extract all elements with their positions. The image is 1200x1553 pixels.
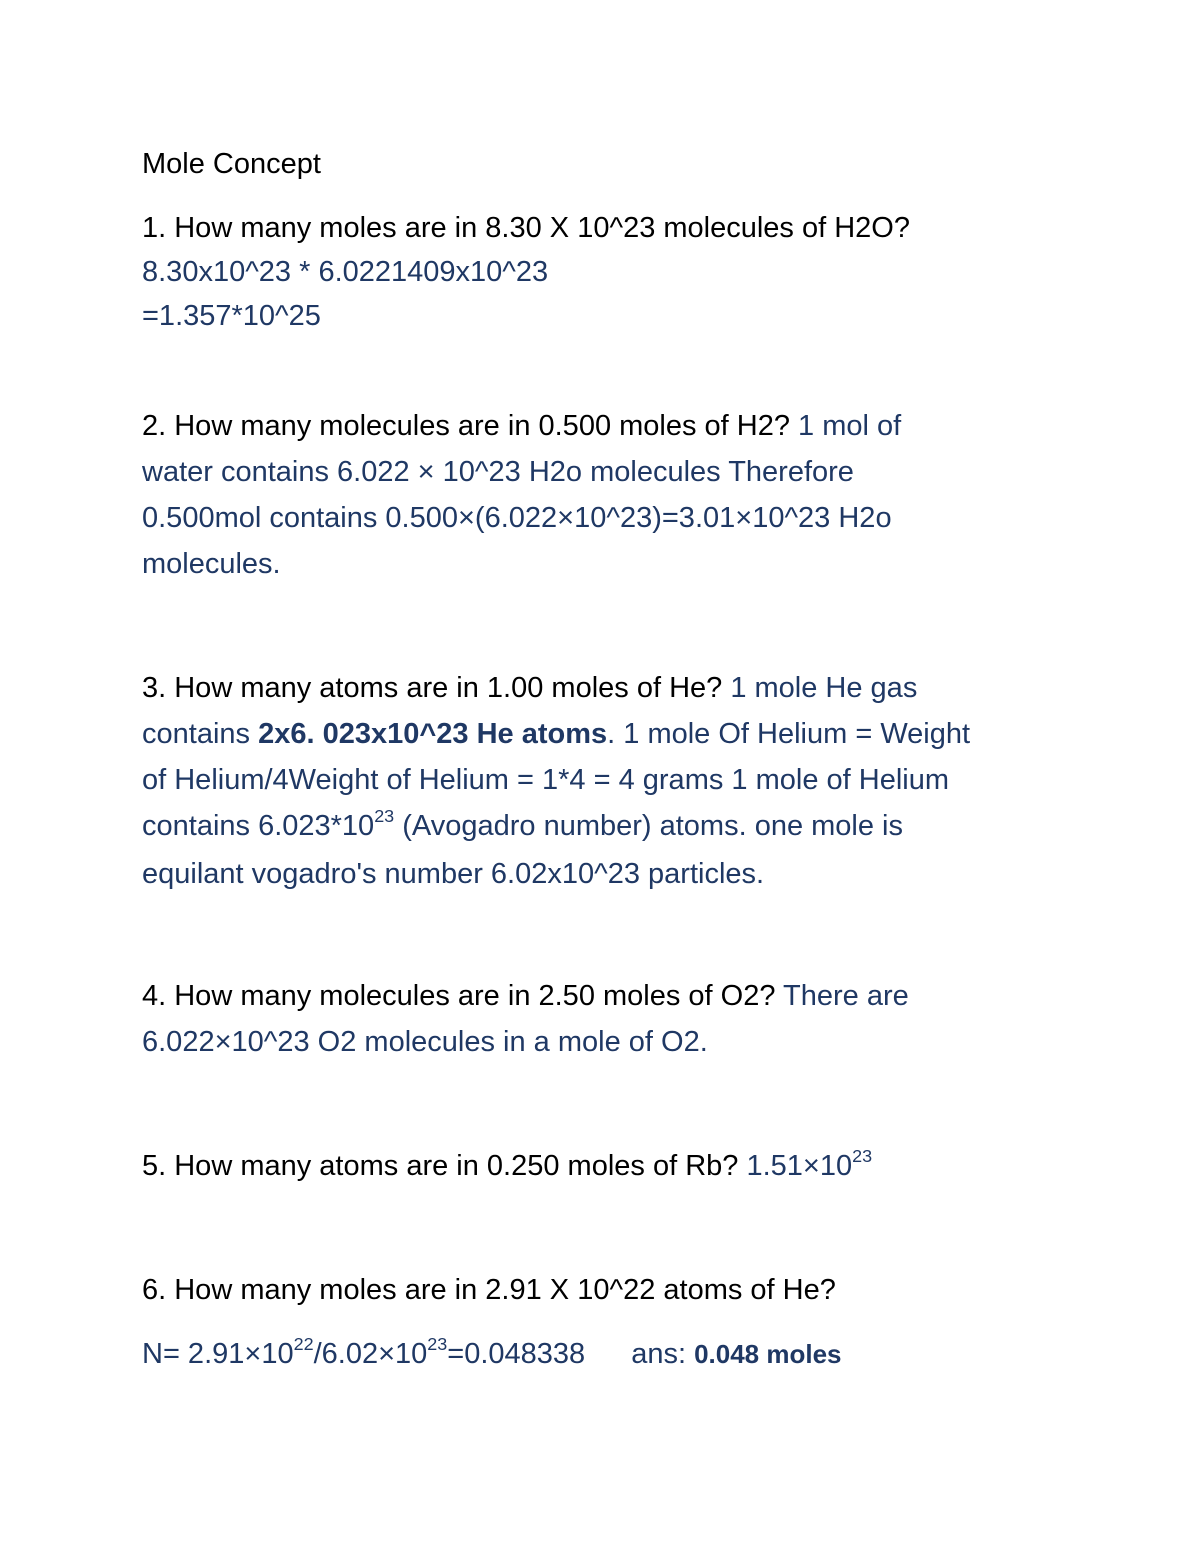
page-title: Mole Concept xyxy=(142,148,321,180)
question-4-line xyxy=(142,978,909,1014)
answer-1-line-2: =1.357*10^25 xyxy=(142,300,321,332)
answer-3-line-4 xyxy=(142,805,904,844)
answer-6-label: ans: xyxy=(631,1338,695,1370)
answer-3-part-1: 1 mole He gas xyxy=(730,672,918,704)
question-3-line xyxy=(142,670,917,706)
answer-3-line-4-pre: contains 6.023*10 xyxy=(142,810,375,842)
question-2-line xyxy=(142,408,901,444)
answer-6-n-pre: N= 2.91×10 xyxy=(142,1338,294,1370)
answer-6-value: 0.048 moles xyxy=(694,1339,842,1369)
answer-6-line xyxy=(142,1333,842,1372)
answer-2-part-1: 1 mol of xyxy=(798,410,902,442)
answer-5-base: 1.51×10 xyxy=(746,1150,853,1182)
answer-6-exponent-1: 22 xyxy=(293,1333,314,1354)
answer-4-line-2: 6.022×10^23 O2 molecules in a mole of O2. xyxy=(142,1026,708,1058)
answer-2-line-3: 0.500mol contains 0.500×(6.022×10^23)=3.01×10^23 H2o xyxy=(142,502,892,534)
question-2: 2. How many molecules are in 0.500 moles of H2? xyxy=(142,410,799,442)
answer-3-exponent: 23 xyxy=(374,805,395,826)
answer-6-exponent-2: 23 xyxy=(427,1333,448,1354)
question-1: 1. How many moles are in 8.30 X 10^23 molecules of H2O? xyxy=(142,212,910,244)
answer-3-line-3: of Helium/4Weight of Helium = 1*4 = 4 grams 1 mole of Helium xyxy=(142,764,949,796)
answer-3-line-2-pre: contains xyxy=(142,718,259,750)
answer-6-n-mid: /6.02×10 xyxy=(313,1338,428,1370)
answer-3-line-2-post: . 1 mole Of Helium = Weight xyxy=(607,718,971,750)
question-4: 4. How many molecules are in 2.50 moles of O2? xyxy=(142,980,784,1012)
question-6: 6. How many moles are in 2.91 X 10^22 atoms of He? xyxy=(142,1274,836,1306)
answer-1-line-1: 8.30x10^23 * 6.0221409x10^23 xyxy=(142,256,549,288)
answer-5-exponent: 23 xyxy=(852,1145,873,1166)
answer-2-line-4: molecules. xyxy=(142,548,281,580)
answer-3-bold: 2x6. 023x10^23 He atoms xyxy=(258,718,608,750)
answer-6-n-post: =0.048338 xyxy=(447,1338,586,1370)
answer-4-part-1: There are xyxy=(783,980,909,1012)
question-5: 5. How many atoms are in 0.250 moles of Rb? xyxy=(142,1150,747,1182)
question-5-line xyxy=(142,1145,873,1184)
question-3: 3. How many atoms are in 1.00 moles of He? xyxy=(142,672,731,704)
answer-3-line-4-post: (Avogadro number) atoms. one mole is xyxy=(394,810,904,842)
answer-2-line-2: water contains 6.022 × 10^23 H2o molecules Therefore xyxy=(142,456,854,488)
answer-3-line-2 xyxy=(142,716,970,752)
answer-3-line-5: equilant vogadro's number 6.02x10^23 particles. xyxy=(142,858,765,890)
